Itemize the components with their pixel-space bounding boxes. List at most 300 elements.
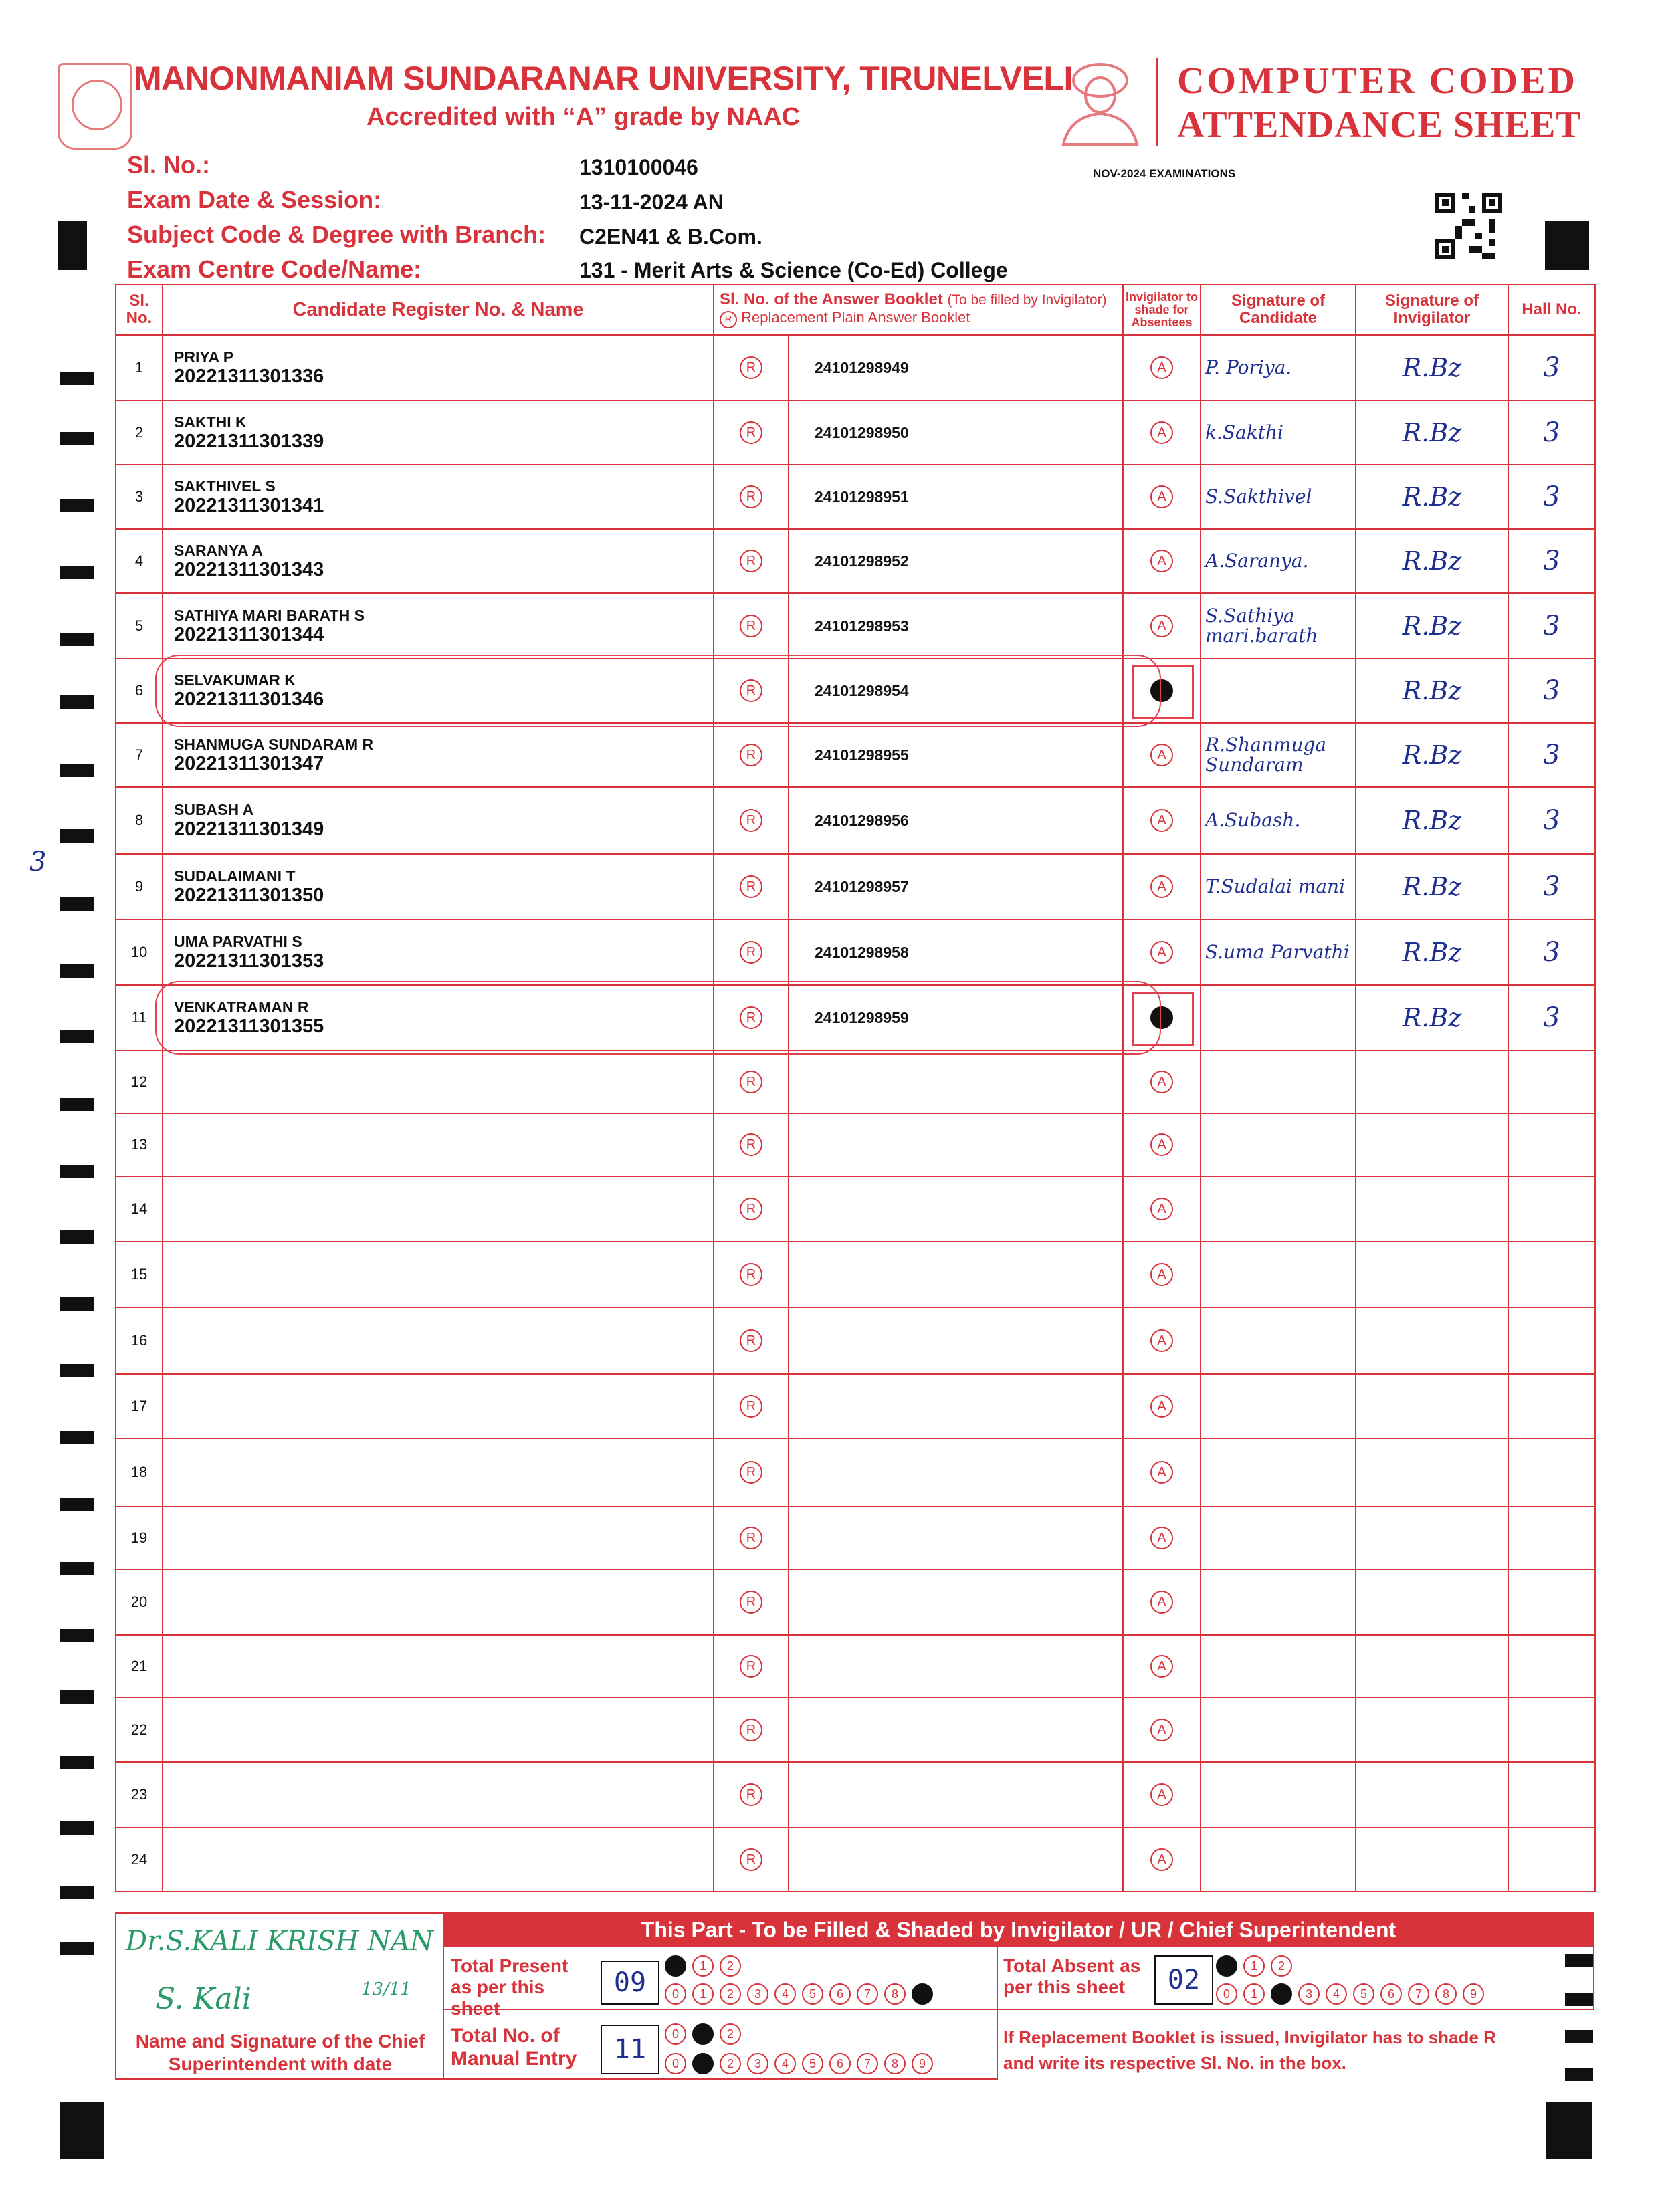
footer-border — [115, 1912, 443, 1914]
sl-no-label: Sl. No.: — [127, 151, 210, 179]
digit-bubble[interactable]: 7 — [857, 2053, 878, 2074]
centre-label: Exam Centre Code/Name: — [127, 255, 422, 283]
sheet-title-line1: COMPUTER CODED — [1177, 60, 1578, 102]
booklet-no — [789, 1698, 1123, 1762]
candidate-register-no: 20221311301350 — [174, 885, 324, 906]
header-replacement-label: Replacement Plain Answer Booklet — [741, 309, 970, 326]
invigilator-signature — [1356, 919, 1508, 985]
row-sl-no: 14 — [116, 1176, 163, 1242]
replacement-cell — [714, 335, 789, 401]
replacement-cell — [714, 1828, 789, 1892]
replacement-bubble[interactable]: R — [740, 1461, 762, 1484]
candidate-register-no: 20221311301347 — [174, 753, 324, 774]
absentee-cell — [1123, 1176, 1201, 1242]
table-row — [116, 335, 1595, 401]
centre-value: 131 - Merit Arts & Science (Co-Ed) College — [579, 258, 1008, 282]
replacement-bubble[interactable]: R — [740, 679, 762, 702]
absentee-bubble[interactable]: A — [1150, 485, 1173, 508]
replacement-bubble[interactable]: R — [740, 1198, 762, 1220]
table-row — [116, 787, 1595, 854]
absentee-cell — [1123, 593, 1201, 659]
absentee-bubble[interactable]: A — [1150, 875, 1173, 898]
digit-bubble[interactable]: 1 — [692, 1955, 714, 1977]
hall-no — [1508, 1242, 1595, 1307]
hall-no-handwritten: 3 — [1543, 805, 1560, 836]
timing-mark — [60, 964, 94, 978]
footer-border — [443, 1912, 444, 2080]
invigilator-signature — [1356, 1374, 1508, 1438]
candidate-name: SUDALAIMANI T — [174, 867, 296, 885]
replacement-bubble[interactable]: R — [740, 1527, 762, 1549]
candidate-signature-handwritten: A.Saranya. — [1205, 550, 1309, 572]
candidate-signature — [1201, 1762, 1356, 1828]
attendance-table — [115, 284, 1596, 1892]
timing-mark — [1545, 221, 1589, 270]
digit-bubble[interactable]: 1 — [1243, 1983, 1265, 2005]
absentee-bubble[interactable]: A — [1150, 1133, 1173, 1156]
accreditation-text: Accredited with “A” grade by NAAC — [367, 103, 801, 131]
absentee-bubble[interactable]: A — [1150, 1719, 1173, 1741]
timing-mark — [1565, 1993, 1593, 2006]
booklet-no: 24101298953 — [789, 593, 1123, 659]
table-row — [116, 1828, 1595, 1892]
digit-bubble[interactable]: 2 — [1271, 1955, 1292, 1977]
absentee-bubble[interactable]: A — [1150, 1198, 1173, 1220]
timing-mark — [1546, 2102, 1592, 2159]
candidate-register-no: 20221311301355 — [174, 1016, 324, 1037]
absentee-bubble[interactable]: A — [1150, 809, 1173, 832]
candidate-cell — [163, 1635, 714, 1698]
digit-bubble[interactable]: 9 — [912, 1983, 933, 2005]
timing-mark — [1565, 2030, 1593, 2043]
digit-bubble[interactable]: 6 — [829, 2053, 851, 2074]
row-sl-no: 8 — [116, 787, 163, 854]
chief-superintendent-label: Name and Signature of the Chief Superintendent with date — [135, 2031, 425, 2074]
candidate-cell — [163, 1113, 714, 1176]
digit-bubble[interactable]: 5 — [802, 1983, 823, 2005]
digit-bubble[interactable]: 6 — [1380, 1983, 1402, 2005]
absentee-bubble[interactable]: A — [1150, 744, 1173, 766]
manual-entry-label: Total No. of Manual Entry — [451, 2025, 577, 2070]
table-row — [116, 1113, 1595, 1176]
invigilator-signature — [1356, 854, 1508, 919]
replacement-bubble[interactable]: R — [740, 1071, 762, 1093]
digit-bubble[interactable]: 7 — [857, 1983, 878, 2005]
booklet-no: 24101298949 — [789, 335, 1123, 401]
candidate-signature — [1201, 1698, 1356, 1762]
hall-no — [1508, 1113, 1595, 1176]
digit-bubble[interactable]: 0 — [665, 2053, 686, 2074]
subject-label: Subject Code & Degree with Branch: — [127, 221, 546, 248]
digit-bubble[interactable]: 0 — [665, 2023, 686, 2045]
candidate-signature — [1201, 1438, 1356, 1507]
hall-no — [1508, 787, 1595, 854]
row-sl-no: 6 — [116, 659, 163, 723]
candidate-register-no: 20221311301353 — [174, 950, 324, 972]
invigilator-signature-handwritten: R.Bz — [1402, 676, 1462, 705]
replacement-bubble[interactable]: R — [740, 1133, 762, 1156]
absentee-bubble[interactable]: A — [1150, 615, 1173, 637]
absentee-bubble[interactable]: A — [1150, 1461, 1173, 1484]
total-absent-label: Total Absent as per this sheet — [1003, 1955, 1141, 1997]
digit-bubble[interactable]: 2 — [720, 2023, 741, 2045]
candidate-register-no: 20221311301336 — [174, 366, 324, 387]
timing-mark — [60, 2102, 104, 2159]
sl-no-value: 1310100046 — [579, 155, 698, 179]
table-row — [116, 401, 1595, 465]
timing-mark — [60, 897, 94, 911]
invigilator-signature — [1356, 1176, 1508, 1242]
absentee-bubble[interactable]: A — [1150, 1527, 1173, 1549]
replacement-cell — [714, 1507, 789, 1569]
candidate-cell — [163, 723, 714, 787]
hall-no — [1508, 1307, 1595, 1374]
row-sl-no: 20 — [116, 1569, 163, 1635]
absentee-bubble[interactable]: A — [1150, 1263, 1173, 1286]
booklet-no: 24101298954 — [789, 659, 1123, 723]
hall-no — [1508, 1050, 1595, 1113]
candidate-signature-handwritten: S.Sakthivel — [1205, 485, 1312, 508]
replacement-bubble[interactable]: R — [740, 1655, 762, 1678]
candidate-register-no: 20221311301346 — [174, 689, 324, 710]
table-row — [116, 593, 1595, 659]
invigilator-signature — [1356, 335, 1508, 401]
table-row — [116, 1242, 1595, 1307]
timing-mark — [60, 1364, 94, 1377]
candidate-register-no: 20221311301343 — [174, 559, 324, 580]
absentee-bubble[interactable]: A — [1150, 421, 1173, 444]
absentee-cell — [1123, 1569, 1201, 1635]
replacement-bubble[interactable]: R — [740, 615, 762, 637]
digit-bubble[interactable]: 5 — [802, 2053, 823, 2074]
replacement-instruction: If Replacement Booklet is issued, Invigilator has to shade R and write its respective Sl. No. in the box. — [1003, 2027, 1496, 2073]
invigilator-signature-handwritten: R.Bz — [1402, 806, 1462, 835]
row-sl-no: 24 — [116, 1828, 163, 1892]
digit-bubble[interactable]: 3 — [747, 1983, 768, 2005]
table-row — [116, 919, 1595, 985]
invigilator-signature — [1356, 1698, 1508, 1762]
replacement-bubble[interactable]: R — [740, 1848, 762, 1871]
candidate-name: UMA PARVATHI S — [174, 933, 302, 950]
digit-bubble[interactable]: 2 — [720, 2053, 741, 2074]
timing-mark — [60, 1230, 94, 1244]
timing-mark — [60, 1297, 94, 1311]
booklet-no: 24101298956 — [789, 787, 1123, 854]
digit-bubble[interactable]: 0 — [665, 1983, 686, 2005]
invigilator-signature — [1356, 1828, 1508, 1892]
candidate-cell — [163, 854, 714, 919]
invigilator-signature — [1356, 529, 1508, 593]
invigilator-signature — [1356, 1762, 1508, 1828]
timing-mark — [60, 633, 94, 646]
digit-bubble[interactable]: 8 — [884, 2053, 906, 2074]
qr-code-icon — [1435, 193, 1502, 259]
invigilator-signature — [1356, 1307, 1508, 1374]
digit-bubble[interactable]: 6 — [829, 1983, 851, 2005]
hall-no — [1508, 401, 1595, 465]
candidate-signature — [1201, 854, 1356, 919]
candidate-cell — [163, 1828, 714, 1892]
digit-bubble[interactable]: 2 — [720, 1983, 741, 2005]
candidate-signature — [1201, 529, 1356, 593]
replacement-cell — [714, 1698, 789, 1762]
invigilator-signature-handwritten: R.Bz — [1402, 611, 1462, 641]
replacement-bubble[interactable]: R — [740, 1006, 762, 1029]
booklet-no — [789, 1828, 1123, 1892]
replacement-cell — [714, 1762, 789, 1828]
absentee-cell — [1123, 335, 1201, 401]
booklet-no — [789, 1569, 1123, 1635]
digit-bubble[interactable]: 0 — [1216, 1955, 1237, 1977]
absentee-bubble[interactable]: A — [1150, 356, 1173, 379]
hall-no — [1508, 1507, 1595, 1569]
hall-no — [1508, 1176, 1595, 1242]
digit-bubble[interactable]: 4 — [1326, 1983, 1347, 2005]
digit-bubble[interactable]: 7 — [1408, 1983, 1429, 2005]
row-sl-no: 11 — [116, 985, 163, 1050]
hall-no-handwritten: 3 — [1543, 481, 1560, 512]
row-sl-no: 22 — [116, 1698, 163, 1762]
candidate-register-no: 20221311301344 — [174, 624, 324, 645]
replacement-bubble[interactable]: R — [740, 1329, 762, 1352]
timing-mark — [60, 1756, 94, 1769]
candidate-name: SATHIYA MARI BARATH S — [174, 606, 365, 624]
absentee-bubble[interactable]: A — [1150, 1329, 1173, 1352]
replacement-bubble[interactable]: R — [740, 875, 762, 898]
candidate-signature — [1201, 1828, 1356, 1892]
candidate-cell — [163, 787, 714, 854]
timing-mark — [60, 1690, 94, 1704]
absentee-cell — [1123, 1374, 1201, 1438]
hall-no — [1508, 1569, 1595, 1635]
replacement-bubble[interactable]: R — [740, 485, 762, 508]
digit-bubble[interactable]: 3 — [1298, 1983, 1320, 2005]
table-row — [116, 1176, 1595, 1242]
hall-no-handwritten: 3 — [1543, 937, 1560, 968]
booklet-no — [789, 1050, 1123, 1113]
candidate-signature-handwritten: S.Sathiya mari.barath — [1205, 604, 1318, 647]
replacement-bubble[interactable]: R — [740, 550, 762, 572]
digit-bubble[interactable]: 1 — [1243, 1955, 1265, 1977]
booklet-no: 24101298958 — [789, 919, 1123, 985]
digit-bubble[interactable]: 1 — [692, 2053, 714, 2074]
absentee-cell — [1123, 465, 1201, 529]
timing-mark — [60, 432, 94, 445]
absentee-mark-box — [1132, 992, 1194, 1046]
header-booklet — [714, 284, 1123, 335]
replacement-cell — [714, 1307, 789, 1374]
candidate-cell — [163, 1307, 714, 1374]
candidate-signature — [1201, 659, 1356, 723]
digit-bubble[interactable]: 8 — [1435, 1983, 1457, 2005]
header-invigilator-shade: Invigilator to shade for Absentees — [1123, 284, 1201, 335]
hall-no — [1508, 593, 1595, 659]
hall-no-handwritten: 3 — [1543, 546, 1560, 576]
digit-bubble[interactable]: 3 — [747, 2053, 768, 2074]
replacement-bubble[interactable]: R — [740, 421, 762, 444]
digit-bubble[interactable]: 2 — [1271, 1983, 1292, 2005]
hall-no — [1508, 1762, 1595, 1828]
replacement-bubble[interactable]: R — [740, 809, 762, 832]
absentee-bubble[interactable]: A — [1150, 1591, 1173, 1614]
row-sl-no: 9 — [116, 854, 163, 919]
invigilator-signature — [1356, 1507, 1508, 1569]
margin-note: 3 — [29, 847, 47, 877]
digit-bubble[interactable]: 1 — [692, 1983, 714, 2005]
candidate-signature-handwritten: T.Sudalai mani — [1205, 875, 1346, 897]
absentee-bubble[interactable]: A — [1150, 550, 1173, 572]
table-row — [116, 1762, 1595, 1828]
table-row — [116, 1698, 1595, 1762]
total-present-box[interactable]: 09 — [601, 1961, 659, 2005]
replacement-bubble[interactable]: R — [740, 744, 762, 766]
university-name: MANONMANIAM SUNDARANAR UNIVERSITY, TIRUNELVELI — [134, 60, 1073, 97]
founder-portrait — [1057, 58, 1144, 146]
replacement-cell — [714, 854, 789, 919]
replacement-bubble[interactable]: R — [740, 941, 762, 964]
invigilator-signature-handwritten: R.Bz — [1402, 872, 1462, 901]
hall-no — [1508, 1635, 1595, 1698]
invigilator-signature-handwritten: R.Bz — [1402, 740, 1462, 770]
replacement-bubble[interactable]: R — [740, 1783, 762, 1806]
header-divider — [1156, 58, 1158, 146]
digit-bubble[interactable]: 0 — [665, 1955, 686, 1977]
digit-bubble[interactable]: 8 — [884, 1983, 906, 2005]
absentee-bubble[interactable]: A — [1150, 1006, 1173, 1029]
subject-value: C2EN41 & B.Com. — [579, 225, 762, 249]
invigilator-signature-handwritten: R.Bz — [1402, 1003, 1462, 1032]
candidate-signature — [1201, 787, 1356, 854]
timing-mark — [1565, 2068, 1593, 2081]
candidate-signature-handwritten: P. Poriya. — [1205, 356, 1292, 378]
candidate-signature — [1201, 1635, 1356, 1698]
candidate-cell — [163, 1176, 714, 1242]
candidate-signature — [1201, 1242, 1356, 1307]
absentee-cell — [1123, 1828, 1201, 1892]
timing-mark — [60, 499, 94, 512]
timing-mark — [60, 1498, 94, 1511]
row-sl-no: 15 — [116, 1242, 163, 1307]
replacement-bubble[interactable]: R — [740, 1719, 762, 1741]
candidate-cell — [163, 1374, 714, 1438]
candidate-cell — [163, 593, 714, 659]
absentee-cell — [1123, 919, 1201, 985]
absentee-bubble[interactable]: A — [1150, 1395, 1173, 1418]
header-sl-no: Sl. No. — [116, 284, 163, 335]
candidate-name: PRIYA P — [174, 348, 234, 366]
manual-tens-bubbles — [665, 2023, 747, 2045]
replacement-bubble[interactable]: R — [740, 1591, 762, 1614]
replacement-bubble[interactable]: R — [740, 1395, 762, 1418]
row-sl-no: 7 — [116, 723, 163, 787]
header-replacement — [720, 309, 1122, 328]
hall-no — [1508, 659, 1595, 723]
timing-mark — [1565, 1954, 1593, 1967]
replacement-bubble[interactable]: R — [740, 356, 762, 379]
replacement-bubble[interactable]: R — [740, 1263, 762, 1286]
absentee-bubble[interactable]: A — [1150, 679, 1173, 702]
booklet-no — [789, 1374, 1123, 1438]
replacement-cell — [714, 1176, 789, 1242]
digit-bubble[interactable]: 1 — [692, 2023, 714, 2045]
candidate-cell — [163, 1438, 714, 1507]
digit-bubble[interactable]: 9 — [1463, 1983, 1484, 2005]
replacement-cell — [714, 1438, 789, 1507]
absentee-cell — [1123, 1698, 1201, 1762]
table-row — [116, 854, 1595, 919]
row-sl-no: 21 — [116, 1635, 163, 1698]
absent-tens-bubbles — [1216, 1955, 1298, 1977]
footer-border — [115, 2078, 998, 2080]
header-hall-no: Hall No. — [1508, 284, 1595, 335]
candidate-name: SARANYA A — [174, 542, 263, 559]
booklet-no — [789, 1635, 1123, 1698]
digit-bubble[interactable]: 5 — [1353, 1983, 1374, 2005]
total-absent-box[interactable]: 02 — [1154, 1955, 1213, 2005]
footer-border — [997, 2009, 1594, 2010]
digit-bubble[interactable]: 4 — [774, 1983, 796, 2005]
timing-mark — [60, 566, 94, 579]
row-sl-no: 18 — [116, 1438, 163, 1507]
absentee-bubble[interactable]: A — [1150, 1848, 1173, 1871]
booklet-no — [789, 1176, 1123, 1242]
candidate-signature — [1201, 1176, 1356, 1242]
digit-bubble[interactable]: 0 — [1216, 1983, 1237, 2005]
absentee-bubble[interactable]: A — [1150, 1071, 1173, 1093]
manual-entry-box[interactable]: 11 — [601, 2025, 659, 2074]
candidate-cell — [163, 1569, 714, 1635]
hall-no — [1508, 335, 1595, 401]
booklet-no — [789, 1113, 1123, 1176]
table-row — [116, 529, 1595, 593]
booklet-no — [789, 1507, 1123, 1569]
invigilator-signature — [1356, 593, 1508, 659]
exam-date-label: Exam Date & Session: — [127, 186, 382, 213]
digit-bubble[interactable]: 2 — [720, 1955, 741, 1977]
candidate-signature — [1201, 593, 1356, 659]
candidate-cell — [163, 529, 714, 593]
candidate-cell — [163, 919, 714, 985]
row-sl-no: 1 — [116, 335, 163, 401]
booklet-no: 24101298951 — [789, 465, 1123, 529]
invigilator-signature-handwritten: R.Bz — [1402, 353, 1462, 382]
absent-units-bubbles — [1216, 1983, 1490, 2005]
absentee-bubble[interactable]: A — [1150, 1783, 1173, 1806]
hall-no-handwritten: 3 — [1543, 352, 1560, 383]
table-row — [116, 1374, 1595, 1438]
absentee-bubble[interactable]: A — [1150, 941, 1173, 964]
absentee-bubble[interactable]: A — [1150, 1655, 1173, 1678]
booklet-no: 24101298957 — [789, 854, 1123, 919]
digit-bubble[interactable]: 9 — [912, 2053, 933, 2074]
invigilator-signature — [1356, 1113, 1508, 1176]
candidate-signature — [1201, 465, 1356, 529]
digit-bubble[interactable]: 4 — [774, 2053, 796, 2074]
absentee-cell — [1123, 1050, 1201, 1113]
hall-no — [1508, 1828, 1595, 1892]
invigilator-signature-handwritten: R.Bz — [1402, 482, 1462, 512]
booklet-no — [789, 1242, 1123, 1307]
invigilator-signature-handwritten: R.Bz — [1402, 418, 1462, 447]
candidate-signature — [1201, 401, 1356, 465]
footer-border — [997, 1947, 998, 2080]
replacement-bubble-icon: R — [720, 311, 737, 328]
hall-no-handwritten: 3 — [1543, 675, 1560, 706]
absentee-cell — [1123, 1242, 1201, 1307]
chief-name-handwritten: Dr.S.KALI KRISH NAN — [126, 1926, 434, 1957]
timing-mark — [60, 829, 94, 843]
timing-mark — [60, 1030, 94, 1043]
